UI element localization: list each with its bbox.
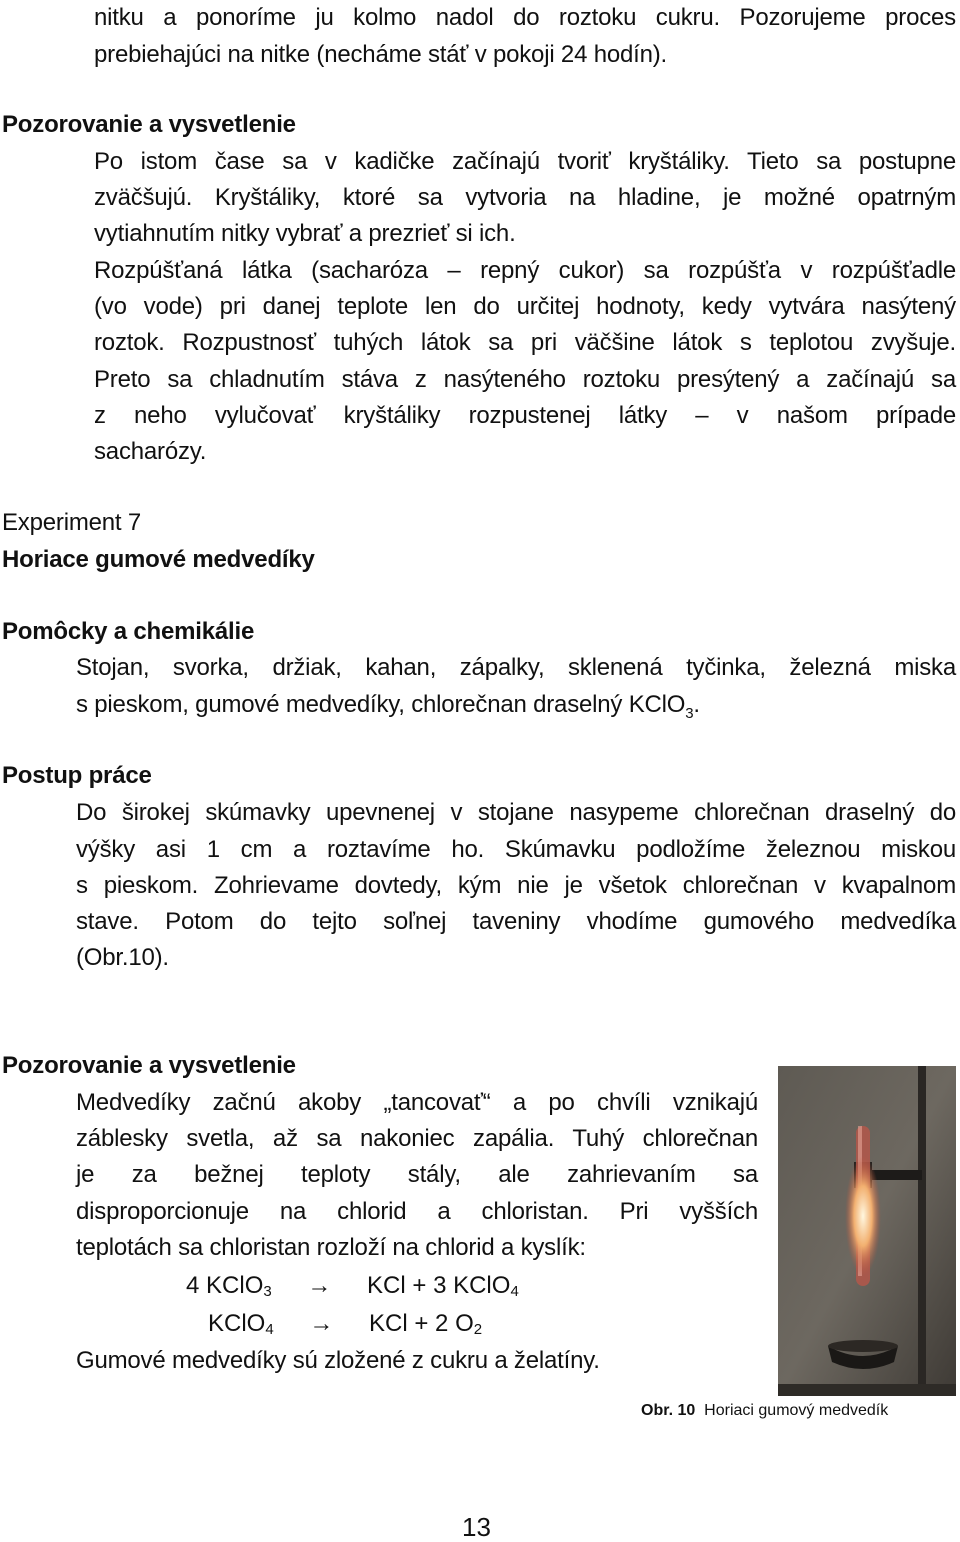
subscript: 4: [265, 1321, 274, 1338]
subscript: 4: [510, 1283, 519, 1300]
body-text-line: roztok. Rozpustnosť tuhých látok sa pri väčšine látok s teplotou zvyšuje.: [94, 329, 956, 356]
section-heading: Pozorovanie a vysvetlenie: [2, 1052, 296, 1079]
eq-reactant: KClO: [208, 1310, 266, 1337]
body-text-line: Po istom čase sa v kadičke začínajú tvoriť kryštáliky. Tieto sa postupne: [94, 148, 956, 175]
body-text-line: výšky asi 1 cm a roztavíme ho. Skúmavku podložíme železnou miskou: [76, 836, 956, 863]
body-text-line: nitku a ponoríme ju kolmo nadol do roztoku cukru. Pozorujeme proces: [94, 4, 956, 31]
body-text-line: s pieskom. Zohrievame dovtedy, kým nie je všetok chlorečnan v kvapalnom: [76, 872, 956, 899]
equation-2: [208, 1309, 482, 1345]
body-text-line: záblesky svetla, až sa nakoniec zapália. Tuhý chlorečnan: [76, 1125, 758, 1152]
arrow-icon: →: [309, 1310, 334, 1337]
burning-gummy-bear-photo: [778, 1066, 956, 1396]
section-heading: Pozorovanie a vysvetlenie: [2, 111, 296, 138]
body-text-line: (vo vode) pri danej teplote len do určitej hodnoty, kedy vytvára nasýtený: [94, 293, 956, 320]
body-text-line: Do širokej skúmavky upevnenej v stojane nasypeme chlorečnan draselný do: [76, 799, 956, 826]
body-text-line: je za bežnej teploty stály, ale zahrievaním sa: [76, 1161, 758, 1188]
eq-reactant: 4 KClO: [186, 1272, 264, 1299]
subscript: 3: [685, 704, 694, 722]
section-heading: Pomôcky a chemikálie: [2, 618, 255, 645]
body-text-line: vytiahnutím nitky vybrať a prezrieť si ich.: [94, 220, 516, 247]
equation-1: [186, 1271, 519, 1307]
eq-products: KCl + 2 O: [369, 1310, 474, 1337]
figure-caption-text: Horiaci gumový medvedík: [704, 1402, 889, 1419]
body-text-line: (Obr.10).: [76, 944, 169, 971]
body-text-line: Gumové medvedíky sú zložené z cukru a želatíny.: [76, 1347, 600, 1374]
body-text-line: Preto sa chladnutím stáva z nasýteného roztoku presýtený a začínajú sa: [94, 366, 956, 393]
subscript: 3: [263, 1283, 272, 1300]
figure-number: 10: [677, 1402, 696, 1419]
body-text-line: stave. Potom do tejto soľnej taveniny vhodíme gumového medvedíka: [76, 908, 956, 935]
body-text-line: [76, 690, 700, 729]
eq-products: KCl + 3 KClO: [367, 1272, 511, 1299]
arrow-icon: →: [307, 1272, 332, 1299]
page-number: 13: [462, 1512, 491, 1542]
body-text-line: Rozpúšťaná látka (sacharóza – repný cukor) sa rozpúšťa v rozpúšťadle: [94, 257, 956, 284]
experiment-title: Horiace gumové medvedíky: [2, 546, 315, 573]
figure-prefix: Obr.: [641, 1402, 674, 1419]
body-text-line: disproporcionuje na chlorid a chloristan. Pri vyšších: [76, 1198, 758, 1225]
section-heading: Postup práce: [2, 762, 152, 789]
subscript: 2: [473, 1321, 483, 1338]
experiment-label: Experiment 7: [2, 509, 141, 536]
body-text-line: sacharózy.: [94, 438, 207, 465]
body-text-line: Medvedíky začnú akoby „tancovať“ a po chvíli vznikajú: [76, 1089, 758, 1116]
figure-caption: [641, 1401, 888, 1421]
body-text-line: teplotách sa chloristan rozloží na chlorid a kyslík:: [76, 1234, 586, 1261]
tools-text: s pieskom, gumové medvedíky, chlorečnan draselný KClO: [76, 691, 686, 718]
body-text-line: z neho vylučovať kryštáliky rozpustenej látky – v našom prípade: [94, 402, 956, 429]
punctuation: .: [693, 691, 700, 718]
body-text-line: Stojan, svorka, držiak, kahan, zápalky, sklenená tyčinka, železná miska: [76, 654, 956, 681]
body-text-line: zväčšujú. Kryštáliky, ktoré sa vytvoria na hladine, je možné opatrným: [94, 184, 956, 211]
body-text-line: prebiehajúci na nitke (necháme stáť v pokoji 24 hodín).: [94, 41, 668, 68]
